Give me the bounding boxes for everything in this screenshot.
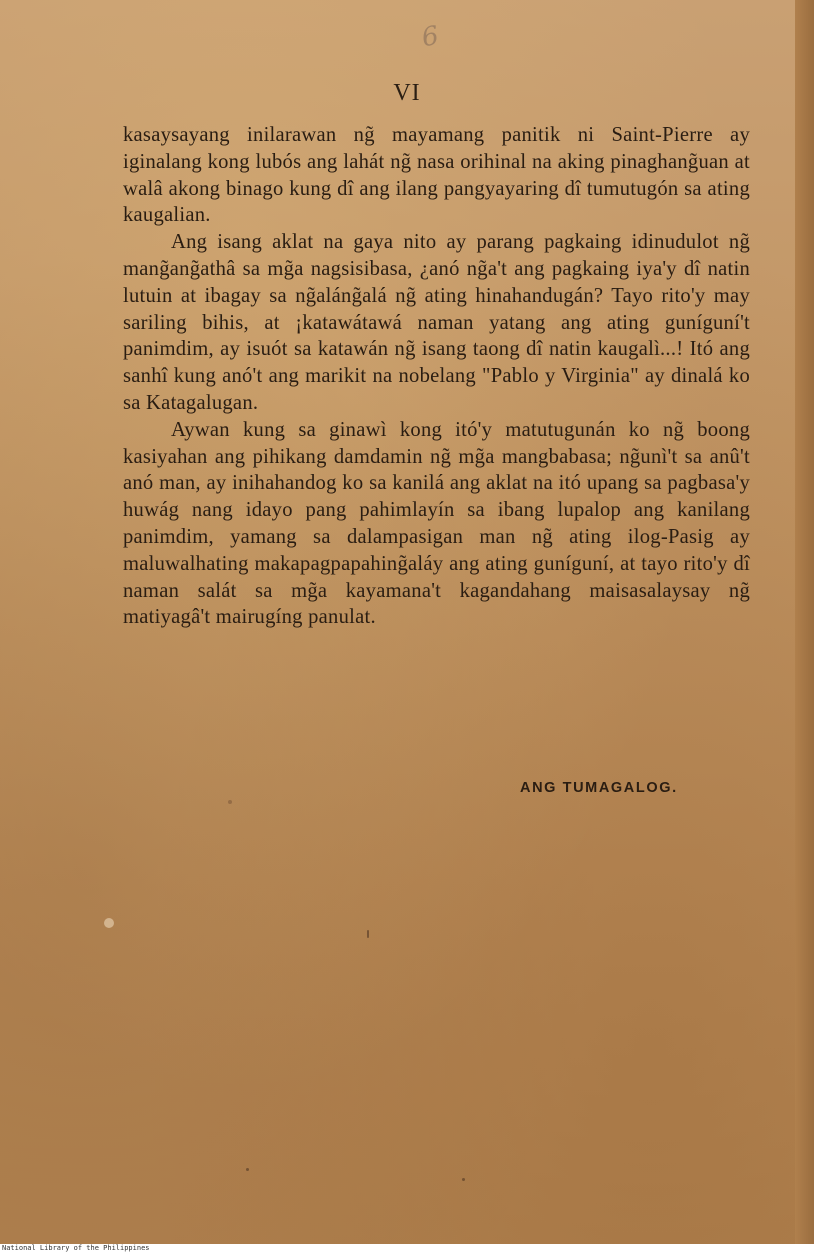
paragraph-1: kasaysayang inilarawan ng̃ mayamang panitik ni Saint-Pierre ay iginalang kong lubós ang lahát ng̃ nasa orihinal na aking pinaghang̃uan at walâ akong binago kung dî ang ilang pangyayaring dî tumutugón sa ating kaugalian.: [123, 124, 750, 227]
paragraph-3: Aywan kung sa ginawì kong itó'y matutugunán ko ng̃ boong kasiyahan ang pihikang damdamin ng̃ mg̃a mangbabasa; ng̃unì't sa anû't anó man, ay inihahandog ko sa kanilá ang aklat na itó upang sa pagbasa'y huwág nang idayo pang pahimlayín sa ibang lupalop ang kanilang panimdim, yamang sa dalampasigan man ng̃ ating ilog-Pasig ay maluwalhating makapagpapahing̃aláy ang ating guníguní, at tayo rito'y dî naman salát sa mg̃a kayamana't kagandahang maisasalaysay ng̃ matiyagâ't mairugíng panulat.: [123, 418, 750, 629]
paper-speck: [104, 918, 114, 928]
page-edge: [795, 0, 814, 1244]
page-number: VI: [393, 80, 421, 106]
scan-credit: National Library of the Philippines: [2, 1244, 150, 1252]
paper-speck: [246, 1168, 249, 1171]
author-signature: ANG TUMAGALOG.: [520, 780, 678, 796]
paper-speck: [462, 1178, 465, 1181]
body-text: [123, 122, 750, 631]
paper-speck: [228, 800, 232, 804]
pencil-annotation: 6: [419, 20, 442, 54]
paragraph-2: Ang isang aklat na gaya nito ay parang pagkaing idinudulot ng̃ mang̃ang̃athâ sa mg̃a nagsisibasa, ¿anó ng̃a't ang pagkaing iya'y dî natin lutuin at ibagay sa ng̃aláng̃alá ng̃ ating hinahandugán? Tayo rito'y may sariling bihis, at ¡katawátawá naman yatang ang ating guníguní't panimdim, ay isuót sa katawán ng̃ isang taong dî natin kaugalì...! Itó ang sanhî kung anó't ang marikit na nobelang "Pablo y Virginia" ay dinalá ko sa Katagalugan.: [123, 231, 750, 414]
paper-speck: [367, 930, 369, 938]
